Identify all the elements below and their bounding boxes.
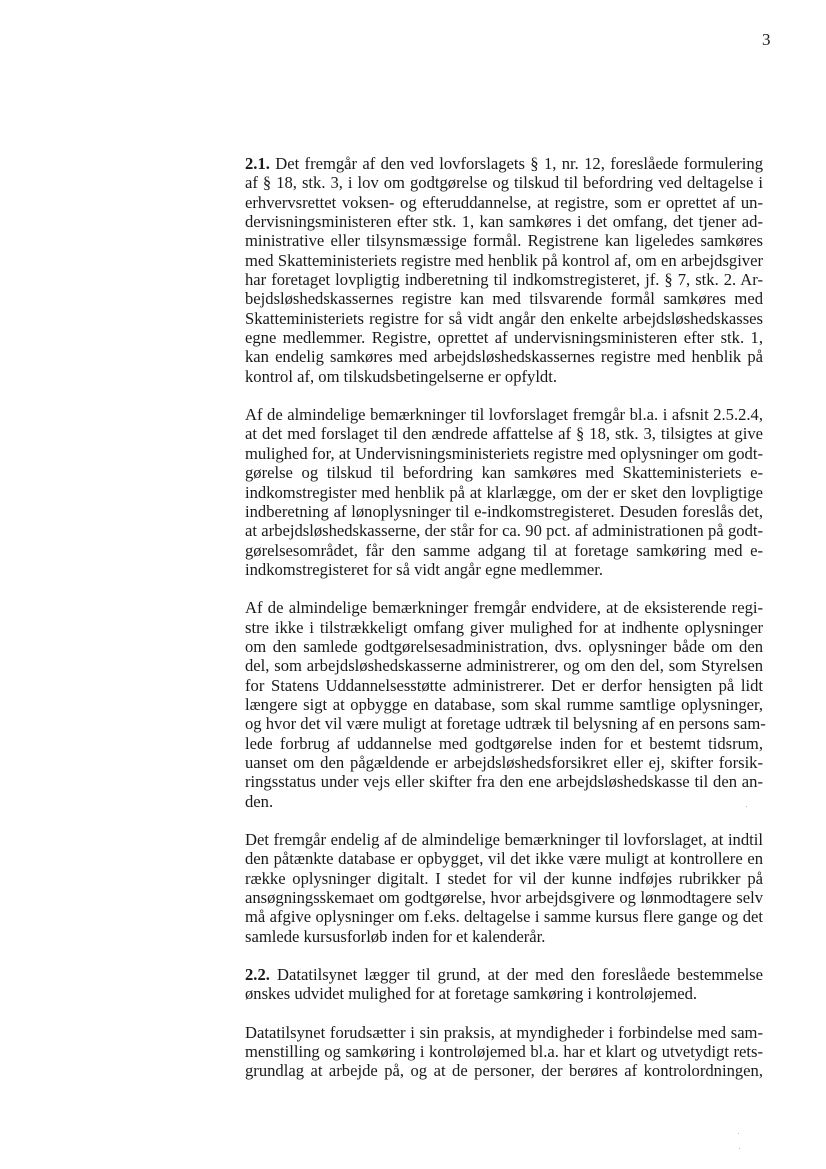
text-line: den påtænkte database er opbygget, vil det ikke være muligt at kontrollere en bbox=[245, 849, 763, 869]
text-line: den. bbox=[245, 791, 274, 811]
text-line: længere sigt at opbygge en database, som skal rumme samtlige oplysninger, bbox=[245, 694, 763, 714]
paragraph-practice bbox=[245, 1023, 763, 1081]
text-line: 2.1. Det fremgår af den ved lovforslagets § 1, nr. 12, foreslåede formulering bbox=[245, 154, 763, 173]
text-line: række oplysninger digitalt. I stedet for vil der kunne indføjes rubrikker på bbox=[245, 868, 763, 888]
scan-speck bbox=[746, 806, 747, 807]
text-line: ansøgningsskemaet om godtgørelse, hvor arbejdsgivere og lønmodtagere selv bbox=[245, 888, 763, 908]
text-line: kontrol af, om tilskudsbetingelserne er opfyldt. bbox=[245, 366, 557, 386]
text-line: ønskes udvidet mulighed for at foretage samkøring i kontroløjemed. bbox=[245, 984, 698, 1004]
text-line: menstilling og samkøring i kontroløjemed bl.a. har et klart og utvetydigt rets- bbox=[245, 1042, 763, 1062]
text-line: gørelse og tilskud til befordring kan samkøres med Skatteministeriets e- bbox=[245, 463, 763, 483]
text-line: del, som arbejdsløshedskasserne administrerer, og om den del, som Styrelsen bbox=[245, 656, 763, 676]
text-line: om den samlede godtgørelsesadministration, dvs. oplysninger både om den bbox=[245, 636, 763, 656]
text-line: indberetning af lønoplysninger til e-indkomstregisteret. Desuden foreslås det, bbox=[245, 501, 763, 521]
section-number: 2.1. bbox=[245, 154, 270, 173]
text-line: af § 18, stk. 3, i lov om godtgørelse og tilskud til befordring ved deltagelse i bbox=[245, 173, 763, 193]
scan-speck bbox=[739, 1148, 740, 1149]
text-line: Af de almindelige bemærkninger fremgår endvidere, at de eksisterende regi- bbox=[245, 598, 763, 618]
text-line: at det med forslaget til den ændrede affattelse af § 18, stk. 3, tilsigtes at give bbox=[245, 424, 763, 444]
text-line: samlede kursusforløb inden for et kalenderår. bbox=[245, 926, 546, 946]
text-line: mulighed for, at Undervisningsministeriets registre med oplysninger om godt- bbox=[245, 443, 763, 463]
text-line: 2.2. Datatilsynet lægger til grund, at der med den foreslåede bestemmelse bbox=[245, 965, 763, 985]
text-line: Datatilsynet forudsætter i sin praksis, at myndigheder i forbindelse med sam- bbox=[245, 1022, 763, 1042]
text-line: stre ikke i tilstrækkeligt omfang giver mulighed for at indhente oplysninger bbox=[245, 617, 763, 637]
text-line: for Statens Uddannelsesstøtte administrerer. Det er derfor hensigten på lidt bbox=[245, 675, 763, 695]
paragraph-remarks bbox=[245, 405, 763, 579]
text-line: bejdsløshedskassernes registre kan med tilsvarende formål samkøres med bbox=[245, 289, 763, 309]
text-line: at arbejdsløshedskasserne, der står for ca. 90 pct. af administrationen på godt- bbox=[245, 521, 763, 541]
paragraph-2-1 bbox=[245, 154, 763, 386]
text-line: Af de almindelige bemærkninger til lovforslaget fremgår bl.a. i afsnit 2.5.2.4, bbox=[245, 405, 763, 425]
text-line: gørelsesområdet, får den samme adgang til at foretage samkøring med e- bbox=[245, 540, 763, 560]
paragraph-database bbox=[245, 598, 766, 811]
paragraph-2-2 bbox=[245, 965, 763, 1004]
paragraph-digital-control bbox=[245, 830, 763, 946]
document-body bbox=[245, 154, 766, 1081]
text-line: må afgive oplysninger om f.eks. deltagelse i samme kursus flere gange og det bbox=[245, 907, 763, 927]
section-number: 2.2. bbox=[245, 965, 270, 985]
text-line: kan endelig samkøres med arbejdsløshedskassernes registre med henblik på bbox=[245, 347, 763, 367]
text-line: indkomstregister med henblik på at klarlægge, om der er sket den lovpligtige bbox=[245, 482, 763, 502]
text-line: lede forbrug af uddannelse med godtgørelse inden for et bestemt tidsrum, bbox=[245, 733, 763, 753]
text-line: Skatteministeriets registre for så vidt angår den enkelte arbejdsløshedskasses bbox=[245, 308, 763, 328]
text-line: og hvor det vil være muligt at foretage udtræk til belysning af en persons sam- bbox=[245, 714, 766, 734]
text-line: har foretaget lovpligtig indberetning til indkomstregisteret, jf. § 7, stk. 2. Ar- bbox=[245, 270, 763, 290]
text-line: ringsstatus under vejs eller skifter fra den ene arbejdsløshedskasse til den an- bbox=[245, 772, 763, 792]
text-line: med Skatteministeriets registre med henblik på kontrol af, om en arbejdsgiver bbox=[245, 250, 763, 270]
text-line: uanset om den pågældende er arbejdsløshedsforsikret eller ej, skifter forsik- bbox=[245, 752, 763, 772]
text-line: indkomstregisteret for så vidt angår egne medlemmer. bbox=[245, 559, 604, 579]
scan-speck bbox=[738, 1133, 739, 1134]
text-line: grundlag at arbejde på, og at de personer, der berøres af kontrolordningen, bbox=[245, 1061, 763, 1081]
page-number: 3 bbox=[762, 30, 771, 49]
text-line: Det fremgår endelig af de almindelige bemærkninger til lovforslaget, at indtil bbox=[245, 830, 763, 849]
text-line: egne medlemmer. Registre, oprettet af undervisningsministeren efter stk. 1, bbox=[245, 328, 763, 348]
text-line: erhvervsrettet voksen- og efteruddannelse, at registre, som er oprettet af un- bbox=[245, 192, 763, 212]
text-line: ministrative eller tilsynsmæssige formål. Registrene kan ligeledes samkøres bbox=[245, 231, 763, 251]
text-line: dervisningsministeren efter stk. 1, kan samkøres i det omfang, det tjener ad- bbox=[245, 212, 763, 232]
